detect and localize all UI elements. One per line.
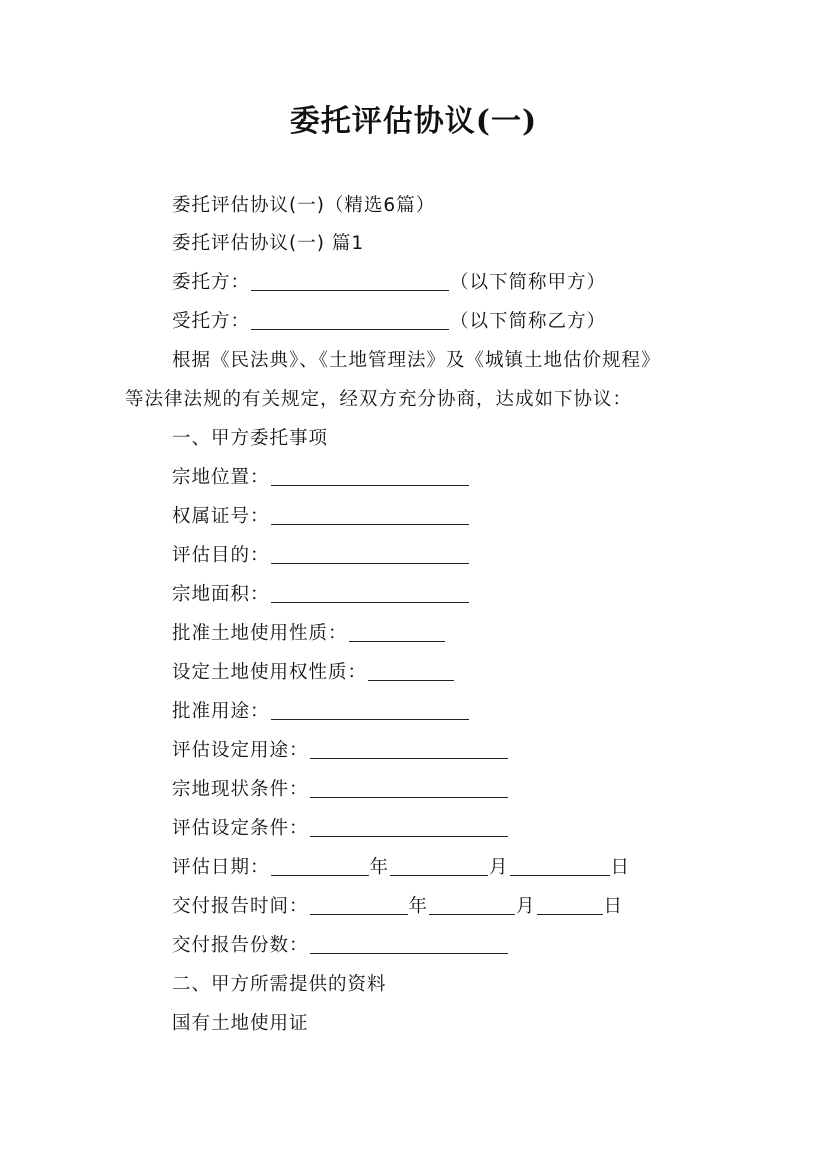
client-label: 委托方：	[172, 272, 251, 293]
field-eval-date	[172, 855, 630, 881]
field-label: 交付报告时间：	[172, 896, 309, 917]
field-blank	[271, 506, 469, 525]
clause-heading-2-text: 二、甲方所需提供的资料	[172, 974, 387, 995]
field-blank	[310, 935, 508, 954]
document-title: 委托评估协议(一)	[289, 104, 538, 139]
field-label: 设定土地使用权性质：	[172, 662, 368, 683]
client-blank	[251, 272, 449, 291]
field-approved-use	[172, 699, 470, 725]
day-blank	[537, 896, 603, 915]
list-item-land-cert	[172, 1011, 309, 1037]
field-label: 评估设定用途：	[172, 740, 309, 761]
field-blank	[271, 545, 469, 564]
day-label: 日	[610, 857, 631, 878]
day-blank	[510, 857, 610, 876]
client-line	[172, 270, 606, 296]
month-label: 月	[489, 857, 509, 878]
section-heading-text: 委托评估协议(一) 篇1	[172, 233, 365, 254]
field-land-condition	[172, 777, 509, 803]
field-blank	[310, 740, 508, 759]
month-blank	[429, 896, 515, 915]
trustee-label: 受托方：	[172, 311, 251, 332]
field-label: 批准土地使用性质：	[172, 623, 348, 644]
field-land-location	[172, 465, 470, 491]
month-label: 月	[516, 896, 536, 917]
paragraph-line-1	[172, 348, 661, 374]
field-label: 宗地现状条件：	[172, 779, 309, 800]
clause-heading-2	[172, 972, 387, 998]
trustee-note: （以下简称乙方）	[450, 311, 607, 332]
year-label: 年	[369, 857, 390, 878]
field-blank	[271, 584, 469, 603]
field-label: 交付报告份数：	[172, 935, 309, 956]
field-blank	[271, 467, 469, 486]
field-eval-set-condition	[172, 816, 509, 842]
year-blank	[310, 896, 408, 915]
field-set-right-nature	[172, 660, 455, 686]
day-label: 日	[603, 896, 624, 917]
field-eval-purpose	[172, 543, 470, 569]
field-report-copies	[172, 933, 509, 959]
field-blank	[310, 818, 508, 837]
paragraph-text-1: 根据《民法典》、《土地管理法》及《城镇土地估价规程》	[172, 350, 661, 371]
year-blank	[271, 857, 369, 876]
trustee-line	[172, 309, 606, 335]
clause-heading-1-text: 一、甲方委托事项	[172, 428, 329, 449]
field-label: 评估目的：	[172, 545, 270, 566]
paragraph-line-2	[125, 387, 632, 413]
list-item-text: 国有土地使用证	[172, 1013, 309, 1034]
field-label: 宗地位置：	[172, 467, 270, 488]
subtitle-text: 委托评估协议(一)（精选6篇）	[172, 195, 436, 216]
clause-heading-1	[172, 426, 328, 452]
field-blank	[271, 701, 469, 720]
year-label: 年	[408, 896, 429, 917]
field-blank	[349, 623, 445, 642]
field-ownership-cert	[172, 504, 470, 530]
subtitle-line	[172, 193, 435, 219]
field-blank	[310, 779, 508, 798]
field-label: 评估设定条件：	[172, 818, 309, 839]
field-label: 权属证号：	[172, 506, 270, 527]
client-note: （以下简称甲方）	[450, 272, 607, 293]
month-blank	[390, 857, 488, 876]
field-label: 批准用途：	[172, 701, 270, 722]
trustee-blank	[251, 311, 449, 330]
field-land-area	[172, 582, 470, 608]
field-delivery-date	[172, 894, 623, 920]
field-approved-nature	[172, 621, 446, 647]
paragraph-text-2: 等法律法规的有关规定，经双方充分协商，达成如下协议：	[125, 389, 633, 410]
field-label: 宗地面积：	[172, 584, 270, 605]
field-label: 评估日期：	[172, 857, 270, 878]
field-blank	[368, 662, 454, 681]
section-heading-line	[172, 231, 364, 257]
field-eval-set-use	[172, 738, 509, 764]
